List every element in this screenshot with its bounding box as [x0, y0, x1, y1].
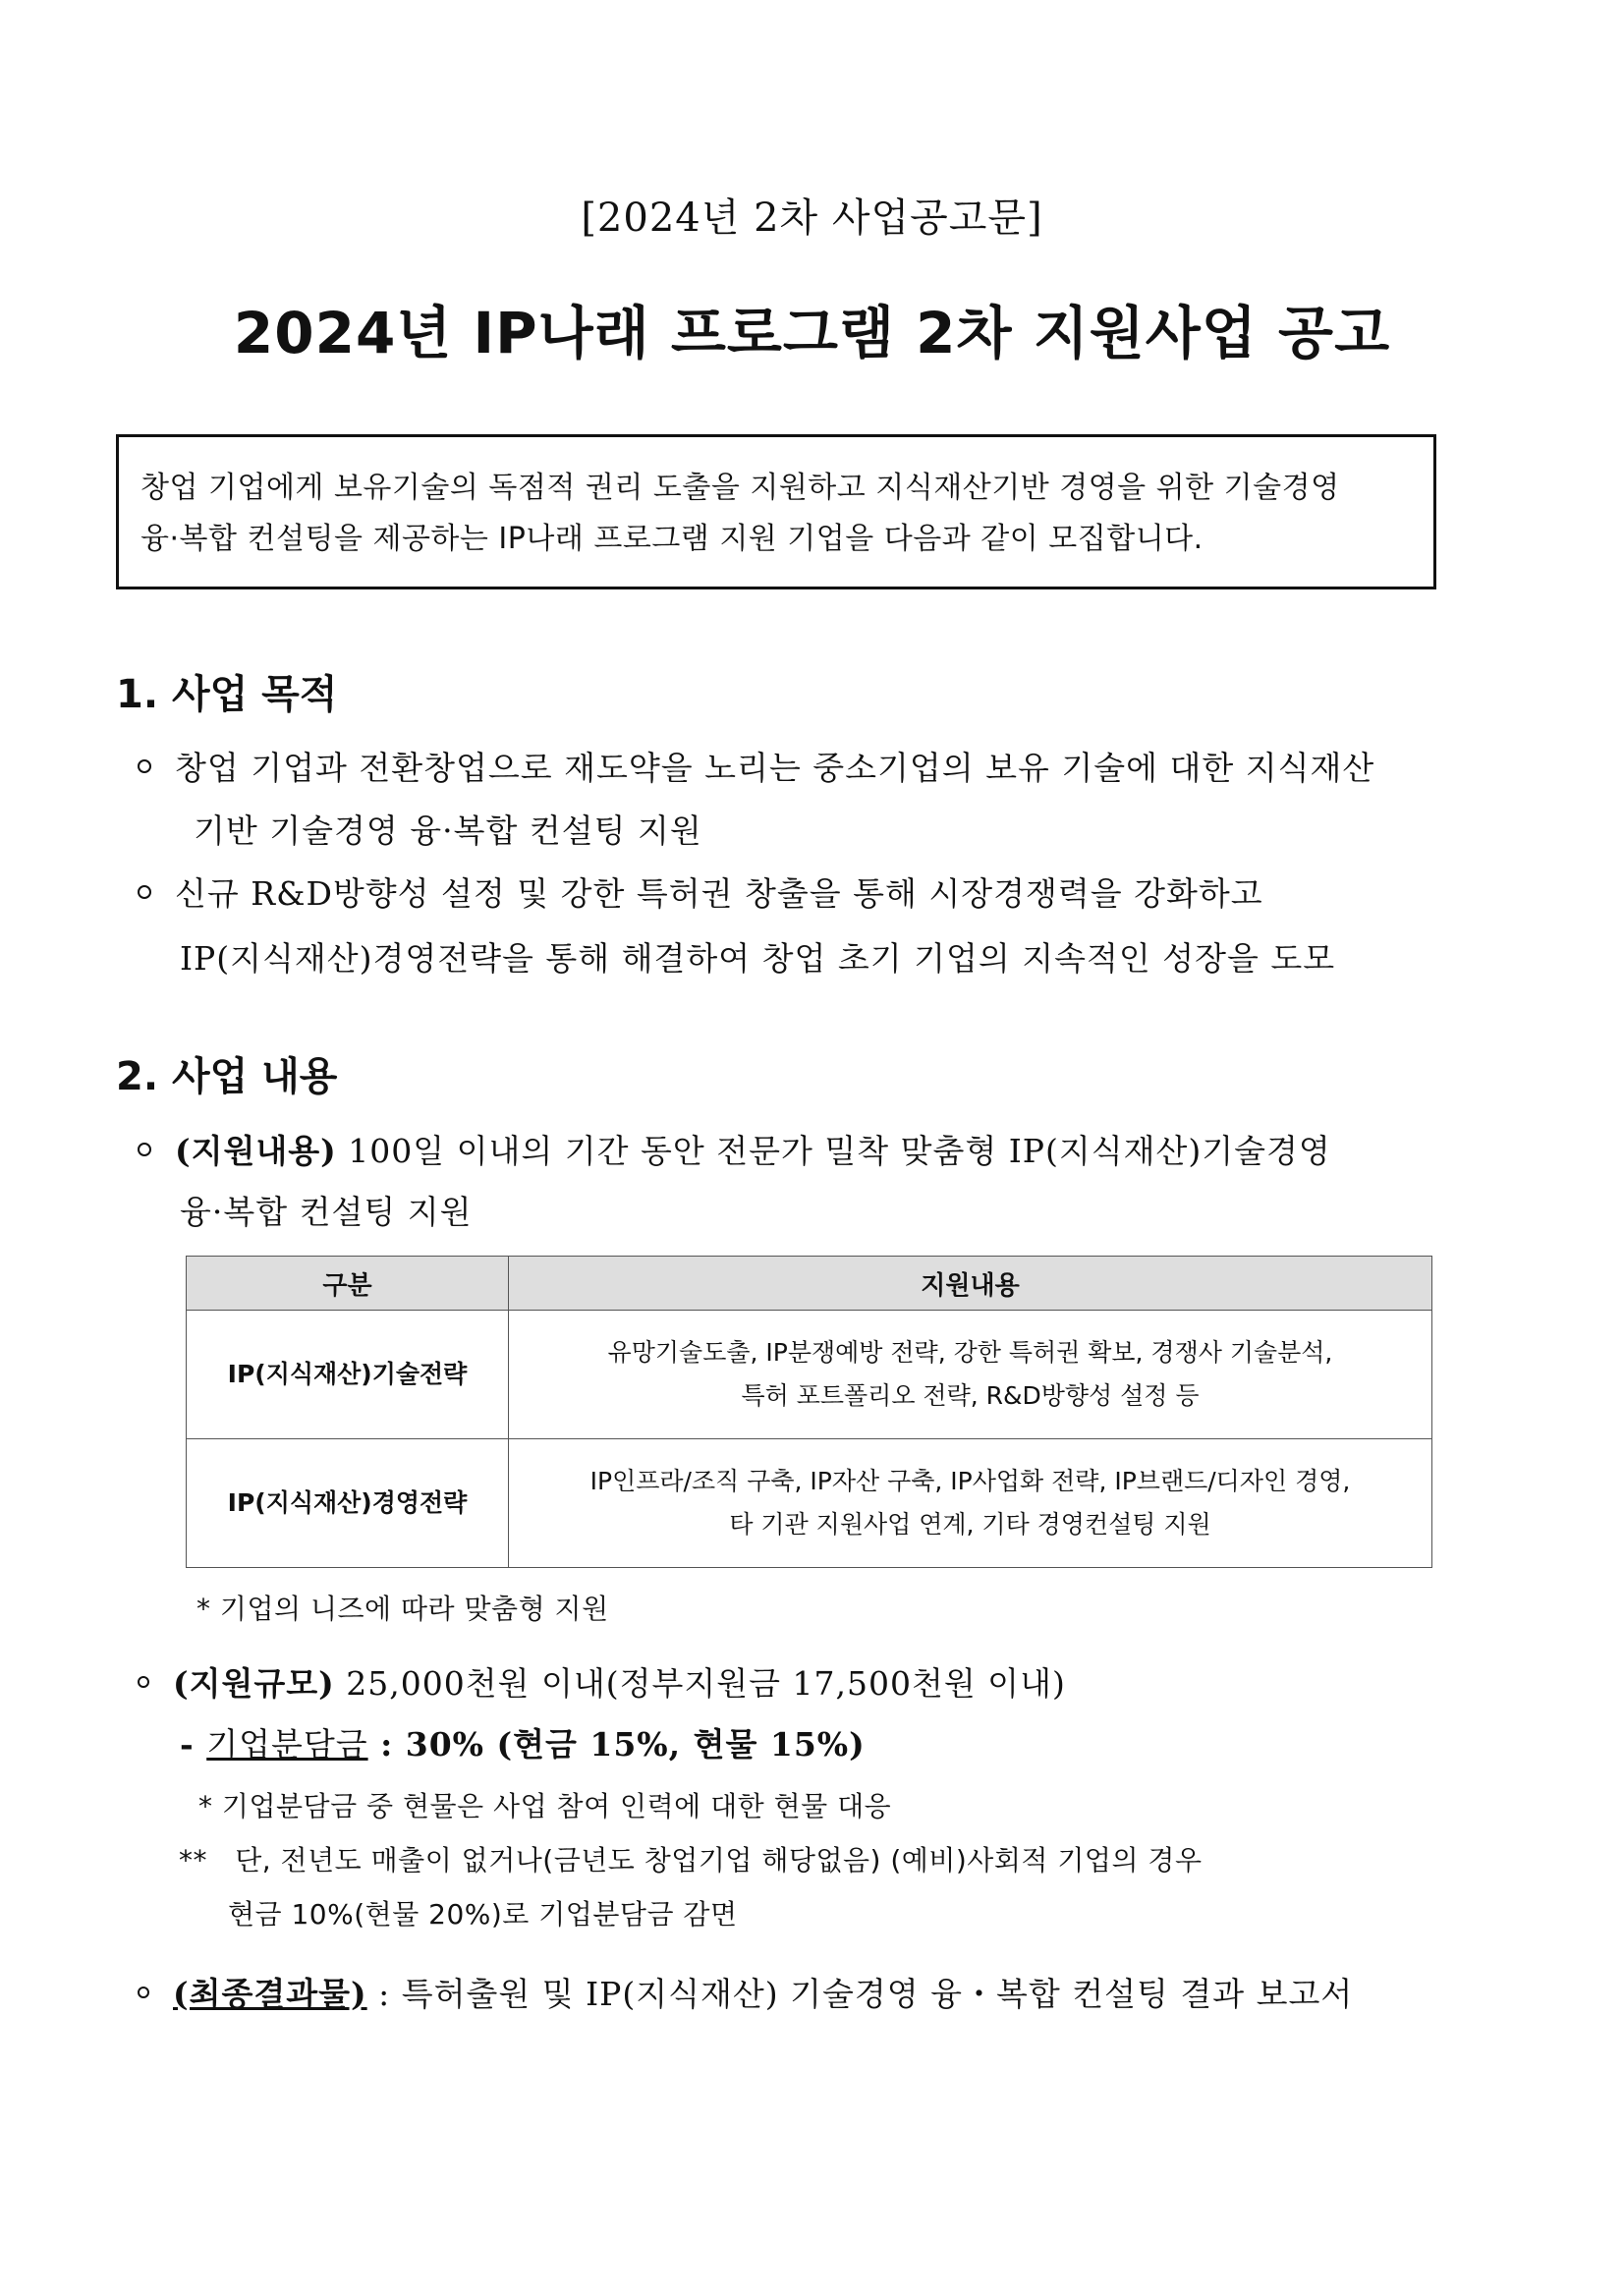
table-row-category: IP(지식재산)기술전략 [187, 1311, 509, 1439]
table-footnote: * 기업의 니즈에 따라 맞춤형 지원 [196, 1593, 609, 1625]
section-1-bullet-2 [138, 868, 1263, 915]
table-row-content-line: 유망기술도출, IP분쟁예방 전략, 강한 특허권 확보, 경쟁사 기술분석, [607, 1338, 1333, 1367]
support-scale-label: (지원규모) [173, 1664, 335, 1703]
circle-bullet-icon [138, 759, 151, 773]
bullet-1-line-1: 창업 기업과 전환창업으로 재도약을 노리는 중소기업의 보유 기술에 대한 지식재산 [175, 749, 1375, 787]
intro-line-1: 창업 기업에게 보유기술의 독점적 권리 도출을 지원하고 지식재산기반 경영을 위한 기술경영 [140, 471, 1340, 505]
section-1-heading: 1. 사업 목적 [116, 672, 338, 717]
table-row [187, 1439, 1432, 1568]
section-1-bullet-1 [138, 743, 1374, 789]
support-content-label: (지원내용) [175, 1132, 337, 1170]
table-header-row [187, 1257, 1432, 1311]
circle-bullet-icon [138, 885, 151, 899]
company-share-note-1: * 기업분담금 중 현물은 사업 참여 인력에 대한 현물 대응 [198, 1790, 892, 1822]
support-scale-text: 25,000천원 이내(정부지원금 17,500천원 이내) [346, 1664, 1066, 1703]
final-result-text: : 특허출원 및 IP(지식재산) 기술경영 융・복합 컨설팅 결과 보고서 [366, 1975, 1354, 2013]
table-row-category: IP(지식재산)경영전략 [187, 1439, 509, 1568]
table-row-content-line: 특허 포트폴리오 전략, R&D방향성 설정 등 [741, 1381, 1200, 1410]
note-2-mark: ** [179, 1844, 207, 1876]
notice-subtitle: [2024년 2차 사업공고문] [581, 196, 1043, 241]
note-2-line-1: 단, 전년도 매출이 없거나(금년도 창업기업 해당없음) (예비)사회적 기업의 경우 [235, 1844, 1203, 1876]
support-content-line-2: 융·복합 컨설팅 지원 [180, 1193, 473, 1231]
company-share-line [180, 1719, 866, 1765]
support-content-item [138, 1126, 1331, 1172]
bullet-1-line-2: 기반 기술경영 융·복합 컨설팅 지원 [194, 812, 702, 850]
company-share-prefix: - [180, 1725, 207, 1764]
circle-bullet-icon [138, 1987, 149, 1998]
table-row-content-line: 타 기관 지원사업 연계, 기타 경영컨설팅 지원 [729, 1510, 1211, 1539]
company-share-text: : 30% (현금 15%, 현물 15%) [367, 1725, 866, 1764]
final-result-label: (최종결과물) [173, 1975, 367, 2013]
table-row [187, 1311, 1432, 1439]
section-2-heading: 2. 사업 내용 [116, 1054, 338, 1099]
circle-bullet-icon [138, 1143, 151, 1156]
notice-title: 2024년 IP나래 프로그램 2차 지원사업 공고 [233, 300, 1391, 366]
intro-box [116, 434, 1436, 589]
table-row-content-line: IP인프라/조직 구축, IP자산 구축, IP사업화 전략, IP브랜드/디자인 경영, [589, 1467, 1351, 1495]
support-content-line-1: 100일 이내의 기간 동안 전문가 밀착 맞춤형 IP(지식재산)기술경영 [348, 1132, 1331, 1170]
table-row-content [509, 1311, 1432, 1439]
table-header-content: 지원내용 [509, 1257, 1432, 1311]
final-result-item [138, 1969, 1353, 2015]
table-row-content [509, 1439, 1432, 1568]
table-header-category: 구분 [187, 1257, 509, 1311]
company-share-label: 기업분담금 [206, 1725, 368, 1764]
bullet-2-line-1: 신규 R&D방향성 설정 및 강한 특허권 창출을 통해 시장경쟁력을 강화하고 [175, 874, 1263, 913]
bullet-2-line-2: IP(지식재산)경영전략을 통해 해결하여 창업 초기 기업의 지속적인 성장을 도모 [180, 939, 1336, 978]
note-2-line-2: 현금 10%(현물 20%)로 기업분담금 감면 [228, 1898, 738, 1931]
company-share-note-2 [179, 1839, 1203, 1878]
intro-line-2: 융·복합 컨설팅을 제공하는 IP나래 프로그램 지원 기업을 다음과 같이 모집합니다. [140, 522, 1204, 556]
support-scale-item [138, 1658, 1066, 1705]
support-table [186, 1256, 1432, 1568]
circle-bullet-icon [138, 1676, 149, 1688]
